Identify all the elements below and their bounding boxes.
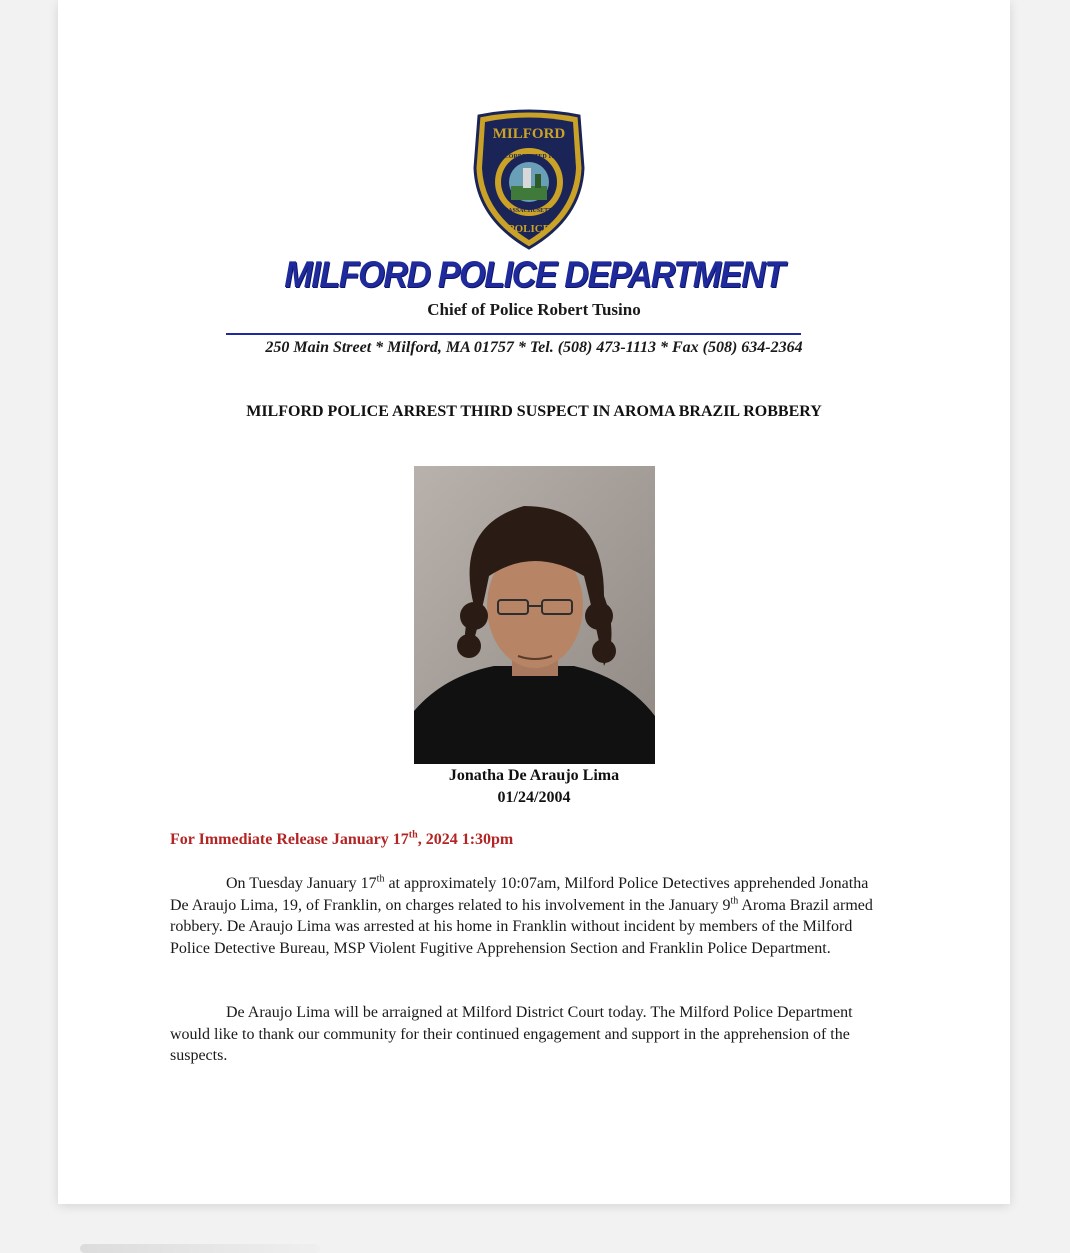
p1-part-b: at approximately 10:07am, Milford Police Detectives apprehended Jonatha De Araujo Lima, 19, of Franklin, on charges related to his involvement in the January 9 xyxy=(170,875,869,914)
release-sup: th xyxy=(408,829,418,841)
release-date-line xyxy=(170,831,513,849)
badge-ring-text: INCORPORATED 1780 xyxy=(497,154,561,160)
badge-top-text: MILFORD xyxy=(492,126,566,142)
suspect-dob: 01/24/2004 xyxy=(497,789,571,806)
chief-of-police: Chief of Police Robert Tusino xyxy=(427,300,641,319)
department-name: MILFORD POLICE DEPARTMENT xyxy=(284,254,784,295)
p1-part-c: Aroma Brazil armed robbery. De Araujo Lima was arrested at his home in Franklin without incident by members of the Milford Police Detective Bureau, MSP Violent Fugitive Apprehension Section and Franklin Police Department. xyxy=(170,896,873,957)
release-prefix: For Immediate Release January 17 xyxy=(170,831,409,848)
department-address: 250 Main Street * Milford, MA 01757 * Tel. (508) 473-1113 * Fax (508) 634-2364 xyxy=(265,339,803,356)
body-paragraph-1 xyxy=(170,873,890,959)
press-release-page xyxy=(58,0,1010,1204)
badge-ring-bottom-text: MASSACHUSETTS xyxy=(502,208,556,214)
faded-footer-element xyxy=(80,1244,320,1253)
header-divider xyxy=(226,333,801,335)
suspect-name: Jonatha De Araujo Lima xyxy=(448,767,620,784)
badge-bottom-text: POLICE xyxy=(507,223,551,235)
police-badge-logo xyxy=(469,108,589,250)
suspect-photo xyxy=(414,466,655,764)
p1-part-a: On Tuesday January 17 xyxy=(226,875,377,892)
press-headline: MILFORD POLICE ARREST THIRD SUSPECT IN AROMA BRAZIL ROBBERY xyxy=(246,403,822,420)
body-paragraph-2: De Araujo Lima will be arraigned at Milford District Court today. The Milford Police Department would like to thank our community for their continued engagement and support in the apprehension of the suspects. xyxy=(170,1004,853,1064)
p1-sup-a: th xyxy=(376,873,385,885)
p1-sup-b: th xyxy=(730,895,739,907)
release-suffix: , 2024 1:30pm xyxy=(417,831,514,848)
